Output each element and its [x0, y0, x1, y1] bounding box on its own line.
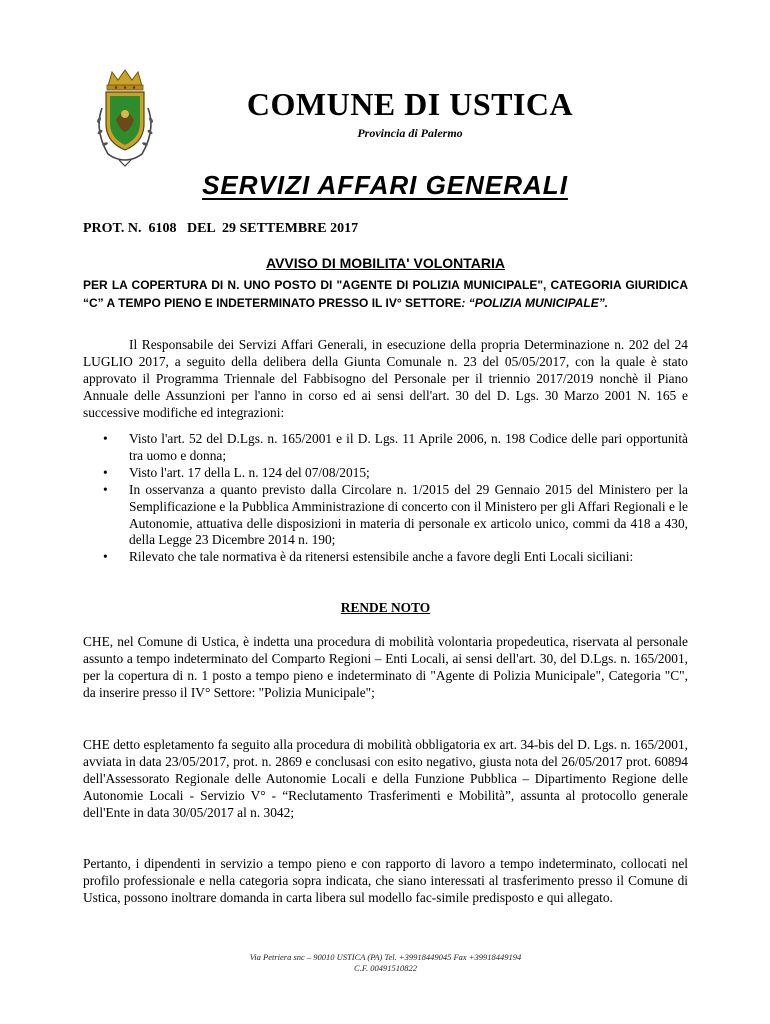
list-item: • Rilevato che tale normativa è da ritenersi estensibile anche a favore degli Enti Locali siciliani:: [103, 549, 634, 565]
intro-paragraph: Il Responsabile dei Servizi Affari Generali, in esecuzione della propria Determinazione n. 202 del 24 LUGLIO 2017, a seguito della delibera della Giunta Comunale n. 23 del 05/05/2017, con la quale è stato approvato il Programma Triennale del Fabbisogno del Personale per il triennio 2017/2019 nonchè il Piano Annuale delle Assunzioni per l'anno in corso ed ai sensi dell'art. 30 del D. Lgs. 30 Marzo 2001 N. 165 e successive modifiche ed integrazioni:: [83, 337, 688, 420]
notice-title: AVVISO DI MOBILITA' VOLONTARIA: [266, 255, 505, 271]
rende-noto-heading: RENDE NOTO: [340, 600, 431, 615]
body-paragraph-3: Pertanto, i dipendenti in servizio a tempo pieno e con rapporto di lavoro a tempo indeterminato, collocati nel profilo professionale e nella categoria sopra indicata, che siano interessati al trasferimento presso il Comune di Ustica, possono inoltrare domanda in carta libera sul modello fac-simile predisposto e qui allegato.: [83, 856, 688, 905]
province-name: Provincia di Palermo: [357, 126, 463, 140]
bullet-icon: •: [103, 464, 108, 480]
protocol-number: PROT. N. 6108 DEL 29 SETTEMBRE 2017: [83, 221, 359, 236]
considerations-list: [83, 431, 688, 566]
bullet-icon: •: [103, 549, 108, 565]
bullet-icon: •: [103, 431, 108, 446]
footer-address: Via Petriera snc – 90010 USTICA (PA) Tel. +39918449045 Fax +39918449194: [249, 952, 522, 962]
notice-subtitle-main: PER LA COPERTURA DI N. UNO POSTO DI "AGENTE DI POLIZIA MUNICIPALE", CATEGORIA GIURIDICA “C” A TEMPO PIENO E INDETERMINATO PRESSO IL IV° SETTORE: [83, 278, 688, 310]
town-name: COMUNE DI USTICA: [246, 86, 574, 122]
bullet-icon: •: [103, 481, 108, 497]
list-item: • In osservanza a quanto previsto dalla Circolare n. 1/2015 del 29 Gennaio 2015 del Ministero per la Semplificazione e la Pubblica Amministrazione di concerto con il Ministero per gli Affari Regionali e le Autonomie, attuativa delle disposizioni in materia di personale ex articolo unico, commi da 418 a 430, della Legge 23 Dicembre 2014 n. 190;: [103, 481, 688, 548]
body-paragraph-2: CHE detto espletamento fa seguito alla procedura di mobilità obbligatoria ex art. 34-bis del D. Lgs. n. 165/2001, avviata in data 23/05/2017, prot. n. 2869 e conclusasi con esito negativo, giusta nota del 26/05/2017 prot. 60894 dell'Assessorato Regionale delle Autonomie Locali e della Funzione Pubblica – Dipartimento Regione delle Autonomie Locali - Servizio V° - “Reclutamento Trasferimenti e Mobilità”, assunta al protocollo generale dell'Ente in data 30/05/2017 al n. 3042;: [83, 737, 688, 820]
footer-tax-code: C.F. 00491510822: [354, 963, 417, 973]
notice-subtitle: [83, 276, 688, 312]
coat-of-arms-icon: [86, 68, 164, 168]
body-paragraph-1: CHE, nel Comune di Ustica, è indetta una procedura di mobilità volontaria propedeutica, riservata al personale assunto a tempo indeterminato del Comparto Regioni – Enti Locali, ai sensi dell'art. 30, del D.Lgs. n. 165/2001, per la copertura di n. 1 posto a tempo pieno e indeterminato di "Agente di Polizia Municipale", Categoria "C", da inserire presso il IV° Settore: "Polizia Municipale";: [83, 634, 688, 700]
notice-subtitle-italic: : “POLIZIA MUNICIPALE”.: [461, 296, 609, 310]
list-item: • Visto l'art. 17 della L. n. 124 del 07/08/2015;: [103, 464, 370, 480]
office-title: SERVIZI AFFARI GENERALI: [202, 170, 568, 200]
list-item: • Visto l'art. 52 del D.Lgs. n. 165/2001 e il D. Lgs. 11 Aprile 2006, n. 198 Codice delle pari opportunità tra uomo e donna;: [103, 431, 688, 463]
page-footer: [83, 952, 688, 974]
